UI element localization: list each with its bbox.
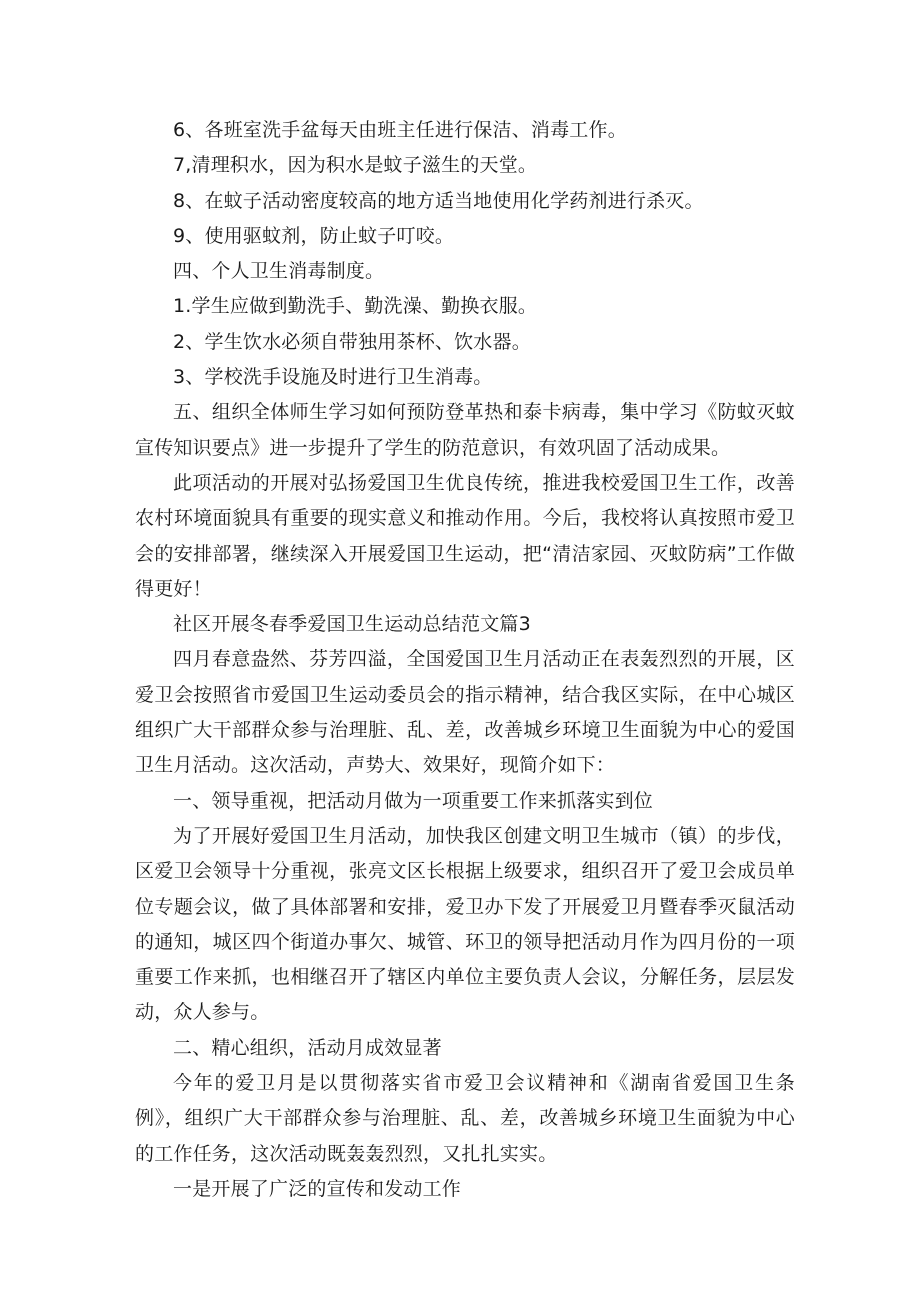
section-heading-1: 一、领导重视，把活动月做为一项重要工作来抓落实到位 (173, 789, 654, 812)
sub-heading-1: 一是开展了广泛的宣传和发动工作 (173, 1177, 462, 1200)
body-paragraph-1: 为了开展好爱国卫生月活动，加快我区创建文明卫生城市（镇）的步伐，区爱卫会领导十分重视，张亮文区长根据上级要求，组织召开了爱卫会成员单位专题会议，做了具体部署和安排，爱卫办下发了开展爱卫月暨春季灭鼠活动的通知，城区四个街道办事欠、城管、环卫的领导把活动月作为四月份的一项重要工作来抓，也相继召开了辖区内单位主要负责人会议，分解任务，层层发动，众人参与。 (135, 824, 795, 1024)
list-item-8: 8、在蚊子活动密度较高的地方适当地使用化学药剂进行杀灭。 (173, 189, 704, 212)
list-item-6: 6、各班室洗手盆每天由班主任进行保洁、消毒工作。 (173, 119, 627, 141)
list-item-9: 9、使用驱蚊剂，防止蚊子叮咬。 (173, 224, 455, 247)
section-paragraph-5: 五、组织全体师生学习如何预防登革热和泰卡病毒，集中学习《防蚊灭蚊宣传知识要点》进一步提升了学生的防范意识，有效巩固了活动成果。 (135, 401, 795, 459)
list-item-hygiene-1: 1.学生应做到勤洗手、勤洗澡、勤换衣服。 (173, 295, 538, 318)
intro-paragraph: 四月春意盎然、芬芳四溢，全国爱国卫生月活动正在表轰烈烈的开展，区爱卫会按照省市爱国卫生运动委员会的指示精神，结合我区实际，在中心城区组织广大干部群众参与治理脏、乱、差，改善城乡环境卫生面貌为中心的爱国卫生月活动。这次活动，声势大、效果好，现简介如下： (135, 648, 795, 777)
list-item-hygiene-2: 2、学生饮水必须自带独用茶杯、饮水器。 (173, 330, 531, 353)
body-paragraph-2: 今年的爱卫月是以贯彻落实省市爱卫会议精神和《湖南省爱国卫生条例》，组织广大干部群众参与治理脏、乱、差，改善城乡环境卫生面貌为中心的工作任务，这次活动既轰轰烈烈，又扎扎实实。 (135, 1072, 795, 1165)
list-item-7: 7,清理积水，因为积水是蚊子滋生的天堂。 (173, 154, 538, 177)
section-heading-4: 四、个人卫生消毒制度。 (173, 260, 385, 283)
list-item-hygiene-3: 3、学校洗手设施及时进行卫生消毒。 (173, 366, 493, 389)
summary-paragraph: 此项活动的开展对弘扬爱国卫生优良传统，推进我校爱国卫生工作，改善农村环境面貌具有重要的现实意义和推动作用。今后，我校将认真按照市爱卫会的安排部署，继续深入开展爱国卫生运动，把“清洁家园、灭蚊防病”工作做得更好！ (135, 471, 795, 600)
article-title: 社区开展冬春季爱国卫生运动总结范文篇3 (173, 613, 531, 636)
document-body (135, 113, 795, 1207)
section-heading-2: 二、精心组织，活动月成效显著 (173, 1036, 442, 1059)
